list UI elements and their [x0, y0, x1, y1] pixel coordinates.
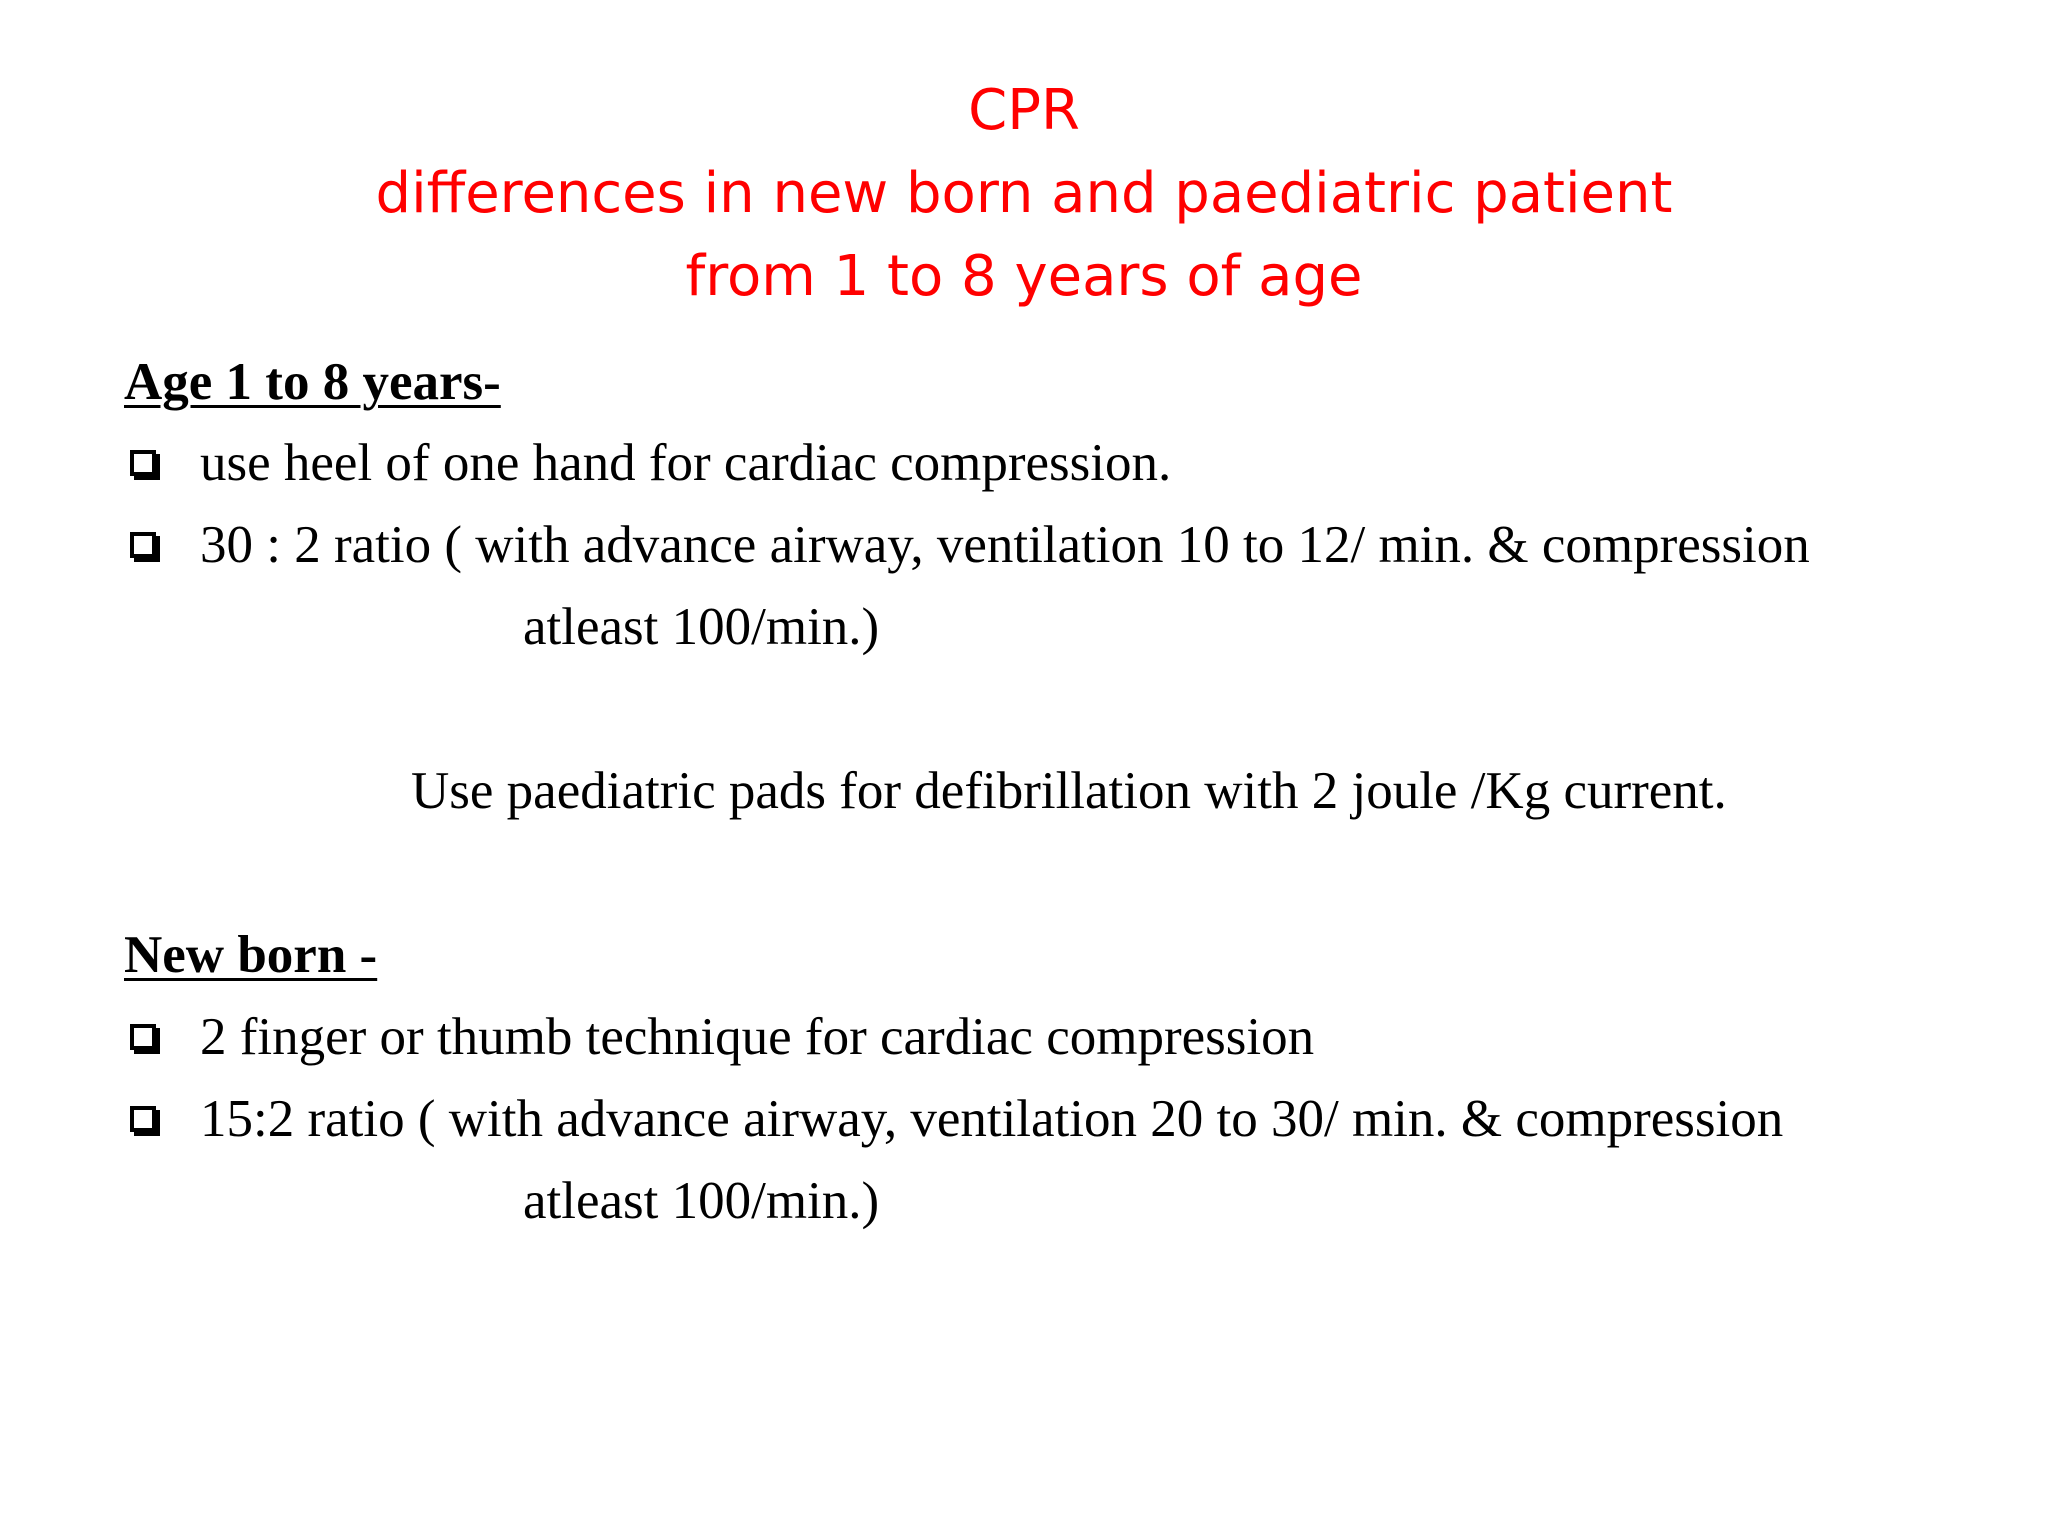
bullet-text: 2 finger or thumb technique for cardiac compression — [200, 1008, 1315, 1066]
slide-title-line-3: from 1 to 8 years of age — [685, 244, 1363, 309]
bullet-text: use heel of one hand for cardiac compression. — [200, 434, 1172, 492]
checkbox-bullet-icon — [130, 532, 156, 558]
slide-title-line-2: differences in new born and paediatric patient — [375, 161, 1673, 226]
section-heading-age-1-to-8: Age 1 to 8 years- — [124, 353, 501, 411]
bullet-continuation: atleast 100/min.) — [523, 598, 880, 656]
bullet-continuation: atleast 100/min.) — [523, 1172, 880, 1230]
section-heading-new-born: New born - — [124, 926, 378, 984]
checkbox-bullet-icon — [130, 1024, 156, 1050]
checkbox-bullet-icon — [130, 450, 156, 476]
bullet-text: 30 : 2 ratio ( with advance airway, ventilation 10 to 12/ min. & compression — [200, 516, 1810, 574]
slide-title-line-1: CPR — [968, 78, 1080, 143]
bullet-text: 15:2 ratio ( with advance airway, ventilation 20 to 30/ min. & compression — [200, 1090, 1784, 1148]
defibrillation-note: Use paediatric pads for defibrillation with 2 joule /Kg current. — [411, 762, 1727, 820]
checkbox-bullet-icon — [130, 1106, 156, 1132]
